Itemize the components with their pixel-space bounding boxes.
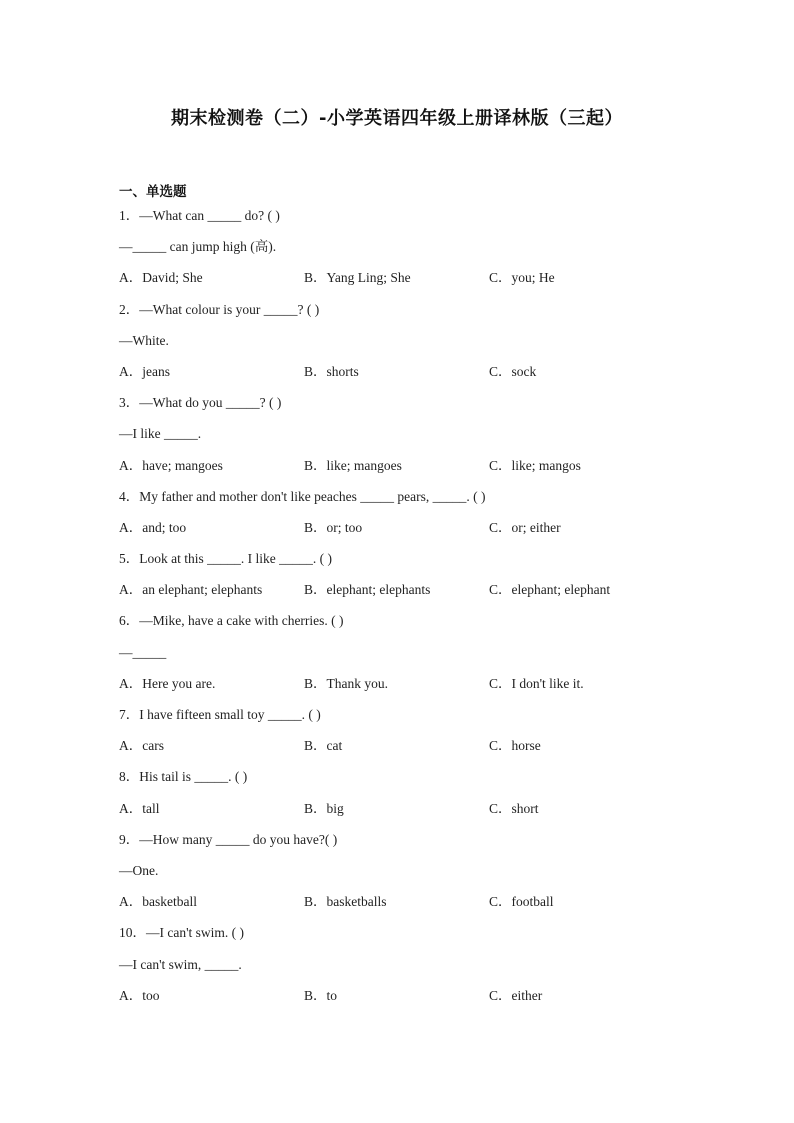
question-list (119, 206, 719, 1017)
question-stem: 4．My father and mother don't like peaches _____ pears, _____. ( ) (119, 488, 486, 504)
answer-option[interactable]: B．elephant; elephants (304, 582, 431, 598)
answer-option[interactable]: C．you; He (489, 270, 555, 286)
answer-option[interactable]: A．cars (119, 738, 164, 754)
answer-options (119, 736, 719, 767)
answer-options (119, 892, 719, 923)
answer-option[interactable]: A．too (119, 987, 160, 1003)
answer-option[interactable]: A．David; She (119, 270, 203, 286)
answer-option[interactable]: C．elephant; elephant (489, 582, 611, 598)
question-stem: 3．—What do you _____? ( ) (119, 395, 282, 411)
question-response-line: —I can't swim, _____. (119, 956, 242, 972)
answer-option[interactable]: C．short (489, 800, 539, 816)
answer-option[interactable]: C．either (489, 987, 543, 1003)
answer-option[interactable]: B．basketballs (304, 894, 387, 910)
section-heading: 一、单选题 (119, 184, 187, 200)
question-stem: 7．I have fifteen small toy _____. ( ) (119, 707, 321, 722)
question-stem: 5．Look at this _____. I like _____. ( ) (119, 551, 332, 567)
page-title: 期末检测卷（二）-小学英语四年级上册译林版（三起） (171, 108, 623, 129)
answer-options (119, 268, 719, 299)
answer-option[interactable]: A．tall (119, 800, 160, 816)
answer-option[interactable]: B．or; too (304, 519, 363, 535)
answer-option[interactable]: B．cat (304, 738, 343, 754)
question-stem: 2．—What colour is your _____? ( ) (119, 301, 320, 317)
answer-options (119, 518, 719, 549)
answer-options (119, 799, 719, 830)
question-response-line: —White. (119, 332, 169, 348)
question-stem: 9．—How many _____ do you have?( ) (119, 831, 338, 847)
question-stem: 10．—I can't swim. ( ) (119, 925, 245, 941)
answer-option[interactable]: C．I don't like it. (489, 675, 584, 691)
answer-options (119, 986, 719, 1017)
answer-option[interactable]: B．like; mangoes (304, 457, 402, 473)
answer-option[interactable]: C．or; either (489, 519, 561, 535)
answer-option[interactable]: C．football (489, 894, 554, 910)
answer-option[interactable]: B．to (304, 987, 338, 1003)
answer-option[interactable]: A．Here you are. (119, 675, 216, 691)
question-stem: 6．—Mike, have a cake with cherries. ( ) (119, 613, 344, 629)
answer-option[interactable]: A．have; mangoes (119, 457, 223, 473)
answer-option[interactable]: C．like; mangos (489, 457, 581, 473)
answer-option[interactable]: A．jeans (119, 363, 170, 379)
answer-option[interactable]: B．Thank you. (304, 675, 388, 691)
answer-option[interactable]: C．sock (489, 363, 537, 379)
question-response-line: —_____ can jump high (高). (119, 239, 277, 255)
answer-option[interactable]: C．horse (489, 738, 541, 754)
answer-options (119, 456, 719, 487)
question-response-line: —_____ (119, 644, 167, 660)
answer-options (119, 580, 719, 611)
answer-options (119, 674, 719, 705)
question-stem: 8．His tail is _____. ( ) (119, 769, 248, 785)
question-response-line: —I like _____. (119, 426, 202, 442)
answer-option[interactable]: A．basketball (119, 894, 197, 910)
answer-option[interactable]: B．shorts (304, 363, 359, 379)
answer-options (119, 362, 719, 393)
question-stem: 1．—What can _____ do? ( ) (119, 208, 280, 223)
answer-option[interactable]: B．Yang Ling; She (304, 270, 411, 286)
answer-option[interactable]: B．big (304, 800, 344, 816)
answer-option[interactable]: A．and; too (119, 519, 187, 535)
answer-option[interactable]: A．an elephant; elephants (119, 582, 263, 598)
question-response-line: —One. (119, 862, 159, 878)
